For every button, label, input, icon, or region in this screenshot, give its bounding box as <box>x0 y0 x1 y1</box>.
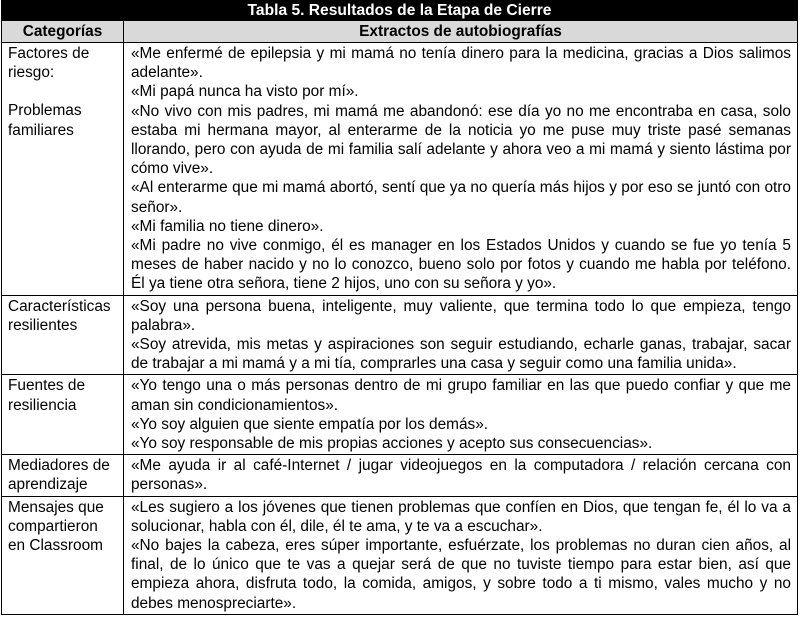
extracts-cell <box>124 375 798 455</box>
results-table <box>1 0 798 615</box>
quote: «Soy atrevida, mis metas y aspiraciones son seguir estudiando, echarle ganas, trabajar, sacar de trabajar a mi mamá y a mi tía, comprarles una casa y seguir como una familia unida». <box>131 336 791 373</box>
quote: «No vivo con mis padres, mi mamá me abandonó: ese día yo no me encontraba en casa, solo estaba mi hermana mayor, al enterarme de la noticia yo me puse muy triste pasé semanas llorando, pero con ayuda de mi familia salí adelante y ahora veo a mi mamá y siento lástima por cómo vive». <box>131 102 791 178</box>
quote: «Mi padre no vive conmigo, él es manager en los Estados Unidos y cuando se fue yo tenía 5 meses de haber nacido y no lo conozco, bueno solo por fotos y cuando me habla por teléfono. Él ya tiene otra señora, tiene 2 hijos, uno con su señora y yo». <box>131 237 791 293</box>
quote: «Me enfermé de epilepsia y mi mamá no tenía dinero para la medicina, gracias a Dios salimos adelante». <box>131 45 791 82</box>
category-label: Mensajes que compartieron en Classroom <box>8 498 104 555</box>
category-cell <box>2 295 124 375</box>
table-title: Tabla 5. Resultados de la Etapa de Cierre <box>2 1 798 21</box>
table-row <box>2 43 798 296</box>
category-cell <box>2 455 124 496</box>
extracts-cell <box>124 496 798 614</box>
table-title-row <box>2 1 798 21</box>
quote: «Mi familia no tiene dinero». <box>131 217 324 235</box>
quote: «Yo tengo una o más personas dentro de mi grupo familiar en las que puedo confiar y que me aman sin condicionamientos». <box>131 377 791 414</box>
table-row <box>2 455 798 496</box>
category-cell <box>2 496 124 614</box>
category-label: Factores de riesgo: <box>8 45 90 82</box>
quote: «Al enterarme que mi mamá abortó, sentí que ya no quería más hijos y por eso se juntó con otro señor». <box>131 179 791 216</box>
category-label: Mediadores de aprendizaje <box>8 457 110 494</box>
category-cell <box>2 43 124 296</box>
quote: «Yo soy alguien que siente empatía por los demás». <box>131 415 489 433</box>
quote: «Me ayuda ir al café-Internet / jugar videojuegos en la computadora / relación cercana con personas». <box>131 457 791 494</box>
extracts-cell <box>124 295 798 375</box>
subcategory-label: Problemas familiares <box>8 102 82 139</box>
table-header-row <box>2 21 798 43</box>
category-cell <box>2 375 124 455</box>
results-table-container <box>1 0 798 615</box>
category-label: Características resilientes <box>8 297 111 334</box>
quote: «Yo soy responsable de mis propias acciones y acepto sus consecuencias». <box>131 435 653 453</box>
table-row <box>2 295 798 375</box>
table-row <box>2 496 798 614</box>
quote: «Soy una persona buena, inteligente, muy valiente, que termina todo lo que empieza, tengo palabra». <box>131 297 791 334</box>
category-label: Fuentes de resiliencia <box>8 377 86 414</box>
quote: «Les sugiero a los jóvenes que tienen problemas que confíen en Dios, que tengan fe, él lo va a solucionar, habla con él, dile, él te ama, y te va a escuchar». <box>131 498 791 535</box>
header-categorias: Categorías <box>2 21 124 43</box>
extracts-cell <box>124 43 798 296</box>
header-extractos: Extractos de autobiografías <box>124 21 798 43</box>
quote: «No bajes la cabeza, eres súper importante, esfuérzate, los problemas no duran cien años, al final, de lo único que te vas a quejar será de que no tuviste tiempo para estar bien, así que empieza ahora, disfruta todo, la comida, amigos, y sobre todo a ti mismo, vales mucho y no debes menospreciarte». <box>131 537 791 612</box>
table-row <box>2 375 798 455</box>
extracts-cell <box>124 455 798 496</box>
quote: «Mi papá nunca ha visto por mí». <box>131 83 359 101</box>
